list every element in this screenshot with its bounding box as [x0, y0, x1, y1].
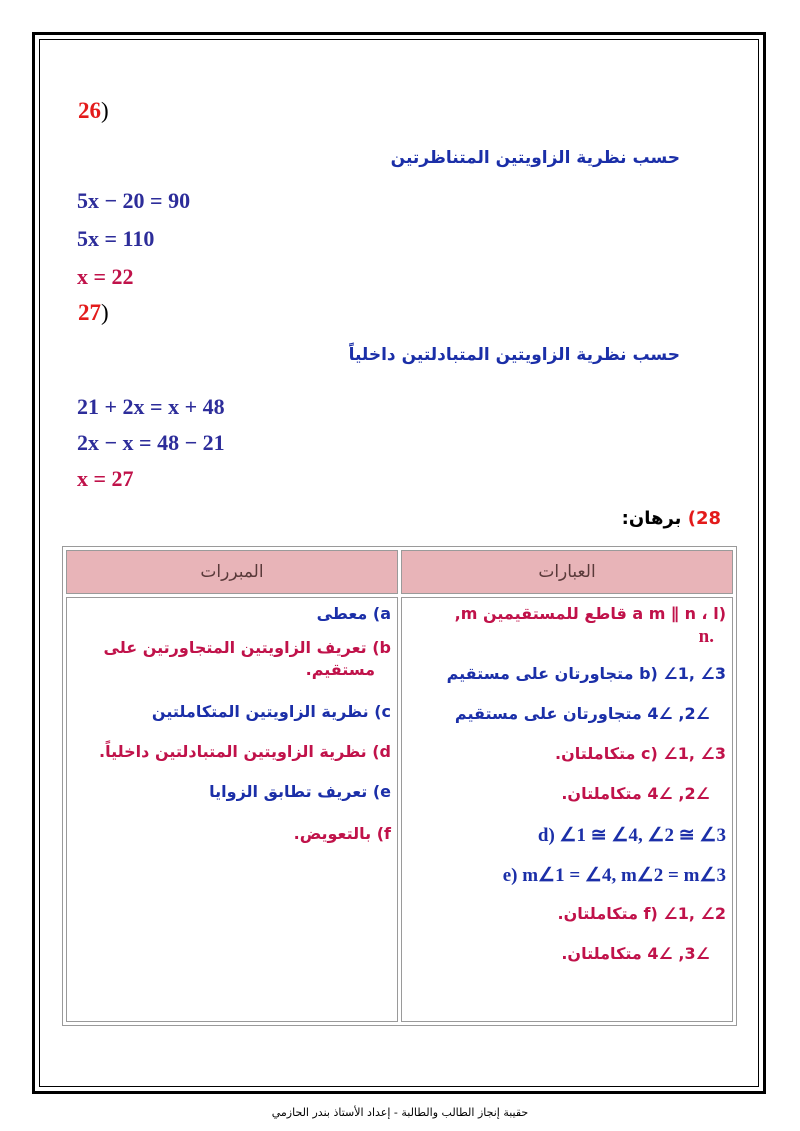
page-footer: حقيبة إنجاز الطالب والطالبة - إعداد الأستاذ بندر الحازمي [271, 1106, 529, 1119]
statement-d: d) ∠1 ≅ ∠4, ∠2 ≅ ∠3 [537, 825, 726, 846]
problem-27-reason: حسب نظرية الزاويتين المتبادلتين داخلياً [348, 345, 680, 365]
statement-a-cont: .n [698, 626, 714, 647]
proof-title: 28) برهان: [621, 508, 721, 529]
problem-27-equation-1: 21 + 2x = x + 48 [77, 394, 225, 419]
statement-b1: b) ∠1, ∠3 متجاورتان على مستقيم [446, 664, 726, 683]
reason-d: d) نظرية الزاويتين المتبادلتين داخلياً. [99, 742, 391, 761]
reasons-cell [66, 597, 398, 1022]
problem-27-number: 27) [78, 300, 109, 325]
reason-a: a) معطى [316, 604, 391, 623]
reason-c: c) نظرية الزاويتين المتكاملتين [151, 702, 391, 721]
problem-26-equation-1: 5x − 20 = 90 [77, 188, 191, 213]
problem-26-equation-2: 5x = 110 [77, 226, 155, 251]
statement-c2: ∠2, ∠4 متكاملتان. [561, 784, 710, 803]
statements-header: العبارات [401, 550, 733, 594]
statement-f2: ∠3, ∠4 متكاملتان. [561, 944, 710, 963]
problem-27-equation-2: 2x − x = 48 − 21 [77, 430, 225, 455]
reason-b-cont: مستقيم. [305, 660, 375, 679]
reason-f: f) بالتعويض. [293, 824, 391, 843]
problem-27-equation-3: x = 27 [77, 466, 134, 491]
statement-e: e) m∠1 = ∠4, m∠2 = m∠3 [502, 865, 726, 886]
problem-26-reason: حسب نظرية الزاويتين المتناظرتين [390, 148, 680, 168]
reason-e: e) تعريف تطابق الزوايا [209, 782, 391, 801]
problem-26-number: 26) [78, 98, 109, 123]
statements-cell [401, 597, 733, 1022]
reasons-header: المبررات [66, 550, 398, 594]
statement-a: (a m ∥ n ، l قاطع للمستقيمين m, [454, 604, 726, 623]
statement-c1: c) ∠1, ∠3 متكاملتان. [555, 744, 726, 763]
proof-table [62, 546, 737, 1026]
reason-b: b) تعريف الزاويتين المتجاورتين على [103, 638, 391, 657]
statement-f1: f) ∠1, ∠2 متكاملتان. [557, 904, 726, 923]
statement-b2: ∠2, ∠4 متجاورتان على مستقيم [454, 704, 710, 723]
problem-26-equation-3: x = 22 [77, 264, 134, 289]
